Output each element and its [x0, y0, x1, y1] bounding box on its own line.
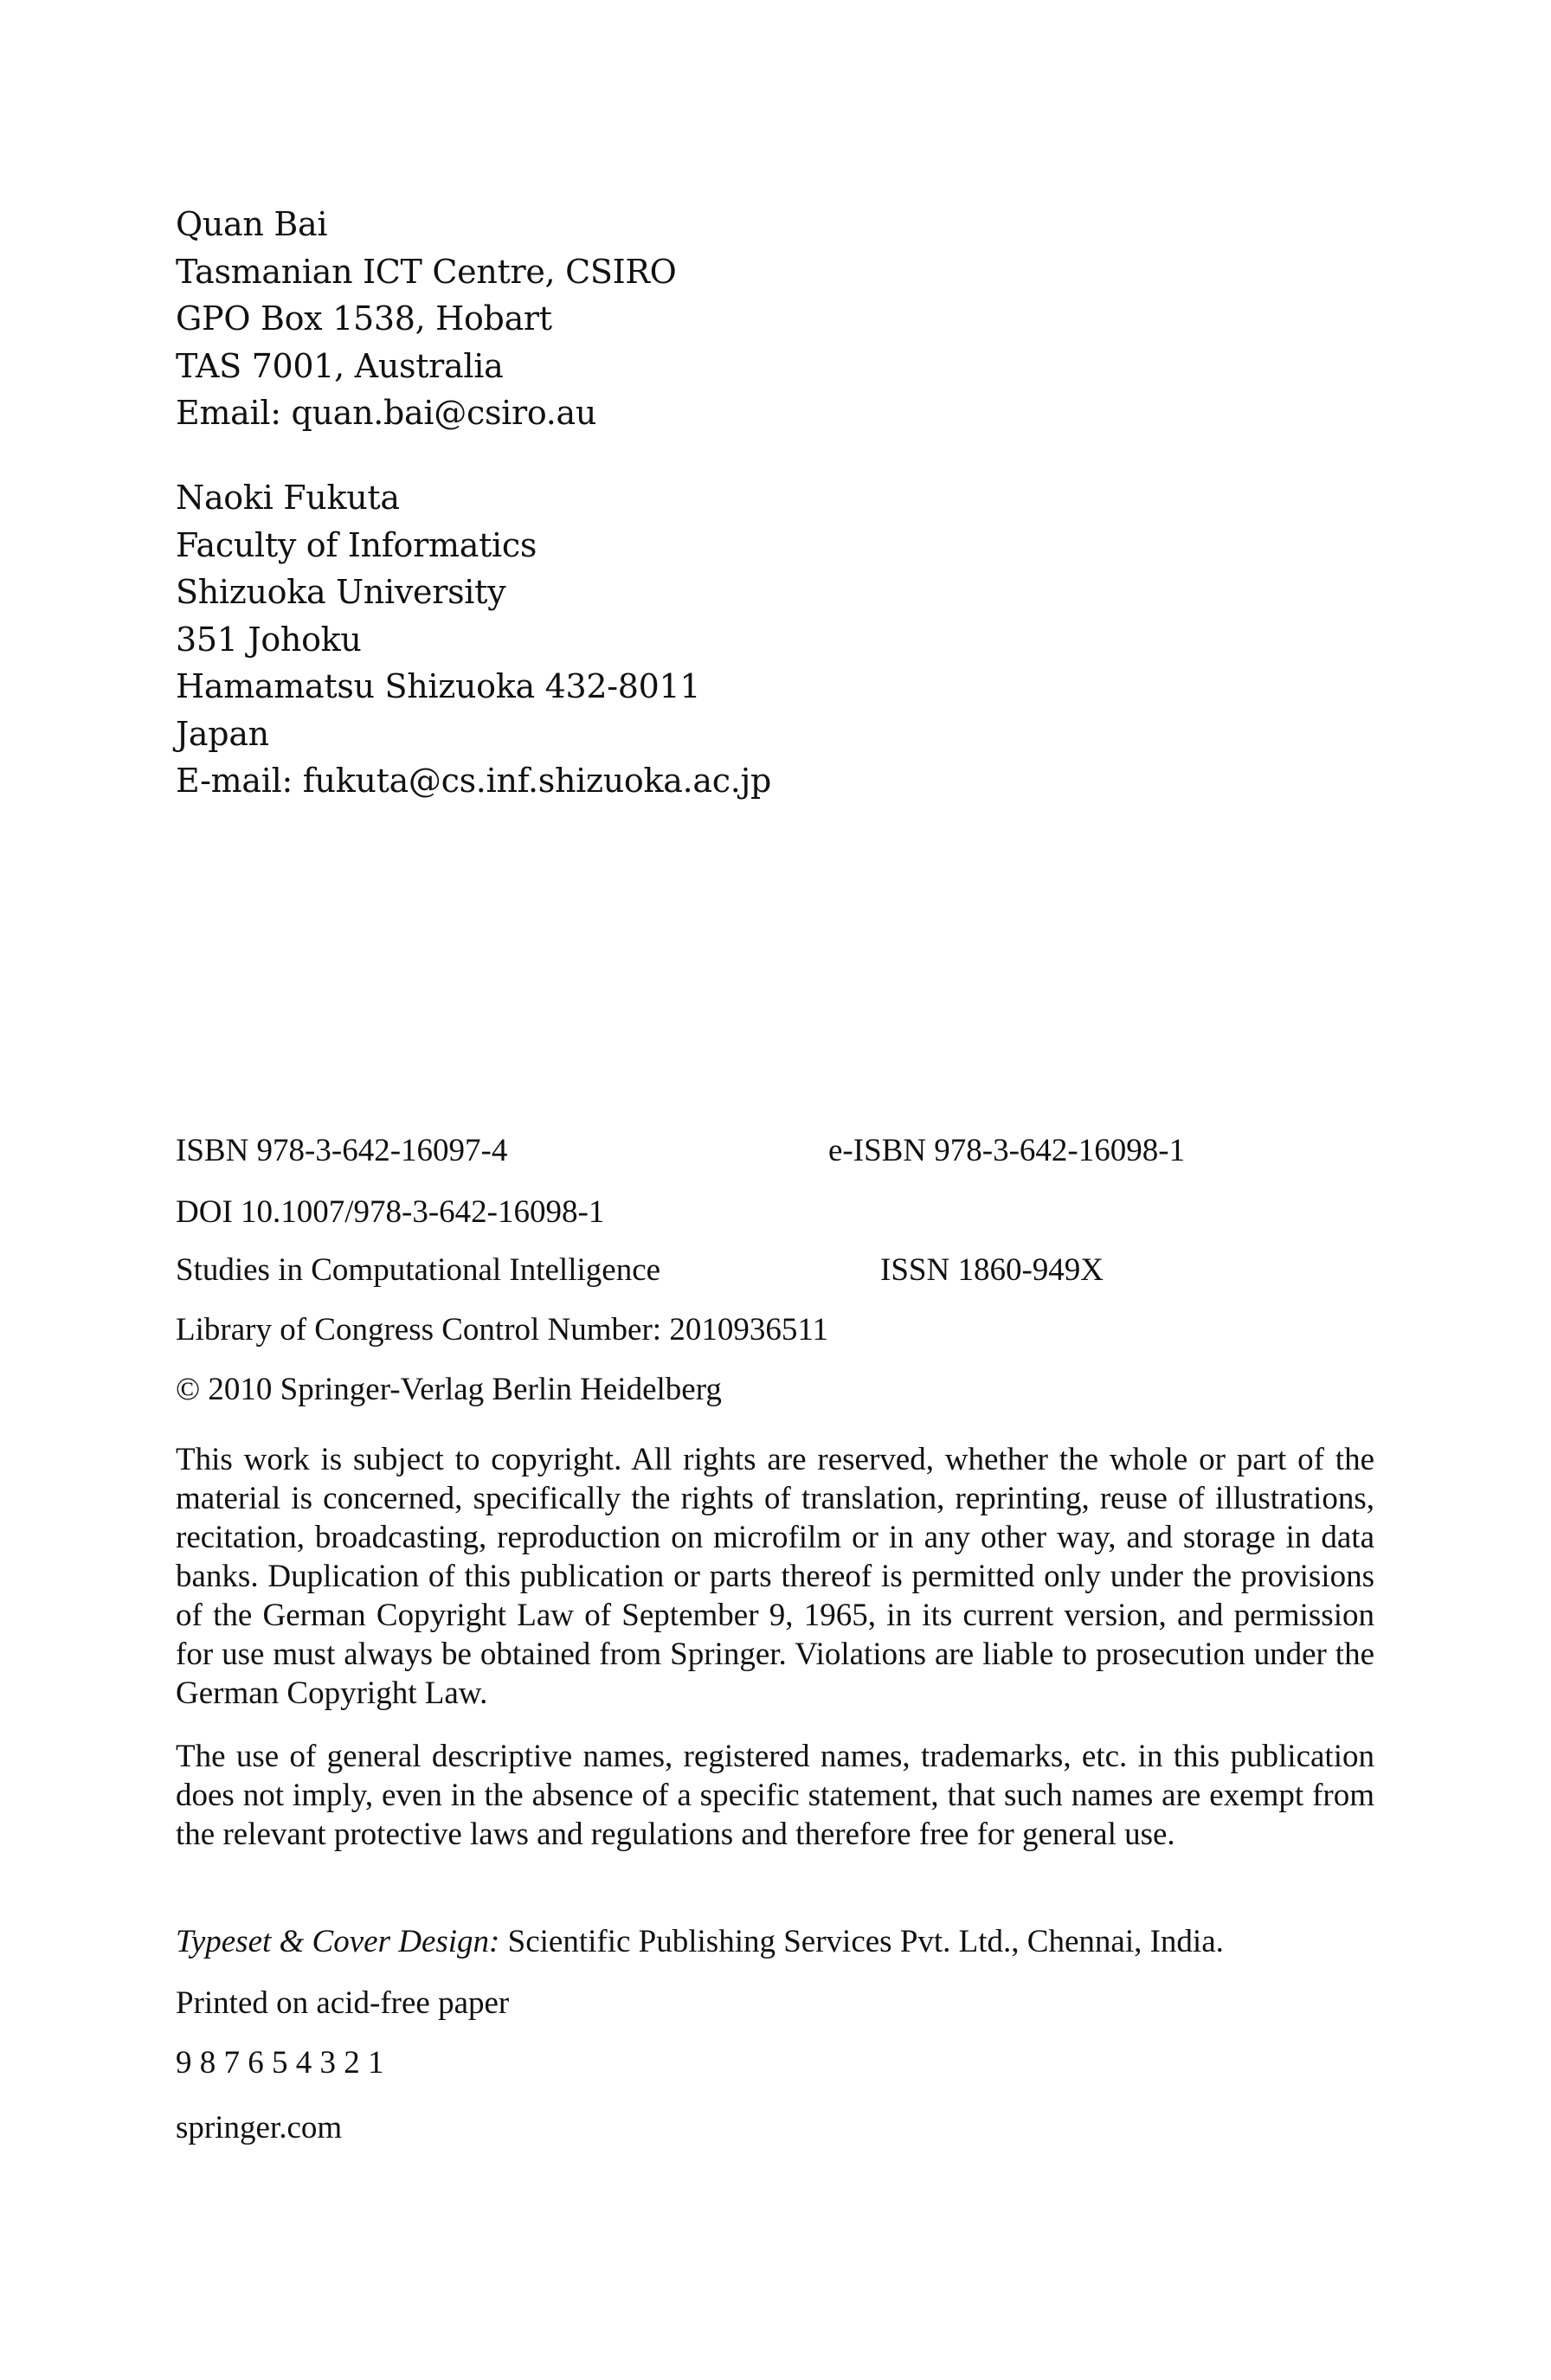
author2-affiliation1: Faculty of Informatics	[176, 525, 537, 564]
trademark-paragraph: The use of general descriptive names, registered names, trademarks, etc. in this publication does not imply, even in the absence of a specific statement, that such names are exempt from the relevant protective laws and regulations and therefore free for general use.	[176, 1739, 1374, 1852]
author1-affiliation: Tasmanian ICT Centre, CSIRO	[176, 252, 677, 291]
author1-address-line2: TAS 7001, Australia	[176, 346, 504, 385]
author2-address-line2: Hamamatsu Shizuoka 432-8011	[176, 667, 701, 705]
eisbn: e-ISBN 978-3-642-16098-1	[828, 1133, 1186, 1168]
copyright-paragraph: This work is subject to copyright. All rights are reserved, whether the whole or part of the material is concerned, specifically the rights of translation, reprinting, reuse of illustrations, recitation, broadcasting, reproduction on microfilm or in any other way, and storage in data banks. Duplication of this publication or parts thereof is permitted only under the provisions of the German Copyright Law of September 9, 1965, in its current version, and permission for use must always be obtained from Springer. Violations are liable to prosecution under the German Copyright Law.	[176, 1442, 1374, 1711]
author1-email: Email: quan.bai@csiro.au	[176, 394, 597, 432]
loc-control-number: Library of Congress Control Number: 2010936511	[176, 1312, 828, 1348]
author2-name: Naoki Fukuta	[176, 479, 400, 517]
author2-email: E-mail: fukuta@cs.inf.shizuoka.ac.jp	[176, 762, 771, 800]
author1-name: Quan Bai	[176, 205, 328, 243]
paper-note: Printed on acid-free paper	[176, 1985, 510, 2021]
typeset-value: Scientific Publishing Services Pvt. Ltd., Chennai, India.	[507, 1924, 1224, 1959]
typeset-label: Typeset & Cover Design:	[176, 1924, 500, 1959]
typeset-line	[176, 1923, 1224, 1960]
author1-address-line1: GPO Box 1538, Hobart	[176, 299, 552, 338]
author2-affiliation2: Shizuoka University	[176, 573, 506, 611]
copyright-line: © 2010 Springer-Verlag Berlin Heidelberg	[176, 1372, 722, 1407]
author2-address-block	[176, 474, 771, 805]
doi: DOI 10.1007/978-3-642-16098-1	[176, 1194, 605, 1230]
author2-country: Japan	[176, 714, 269, 753]
author2-address-line1: 351 Johoku	[176, 620, 362, 659]
author1-address-block	[176, 201, 677, 437]
series-title: Studies in Computational Intelligence	[176, 1252, 661, 1288]
print-line: 9 8 7 6 5 4 3 2 1	[176, 2045, 384, 2081]
website: springer.com	[176, 2110, 343, 2145]
isbn: ISBN 978-3-642-16097-4	[176, 1133, 508, 1168]
issn: ISSN 1860-949X	[880, 1252, 1104, 1288]
